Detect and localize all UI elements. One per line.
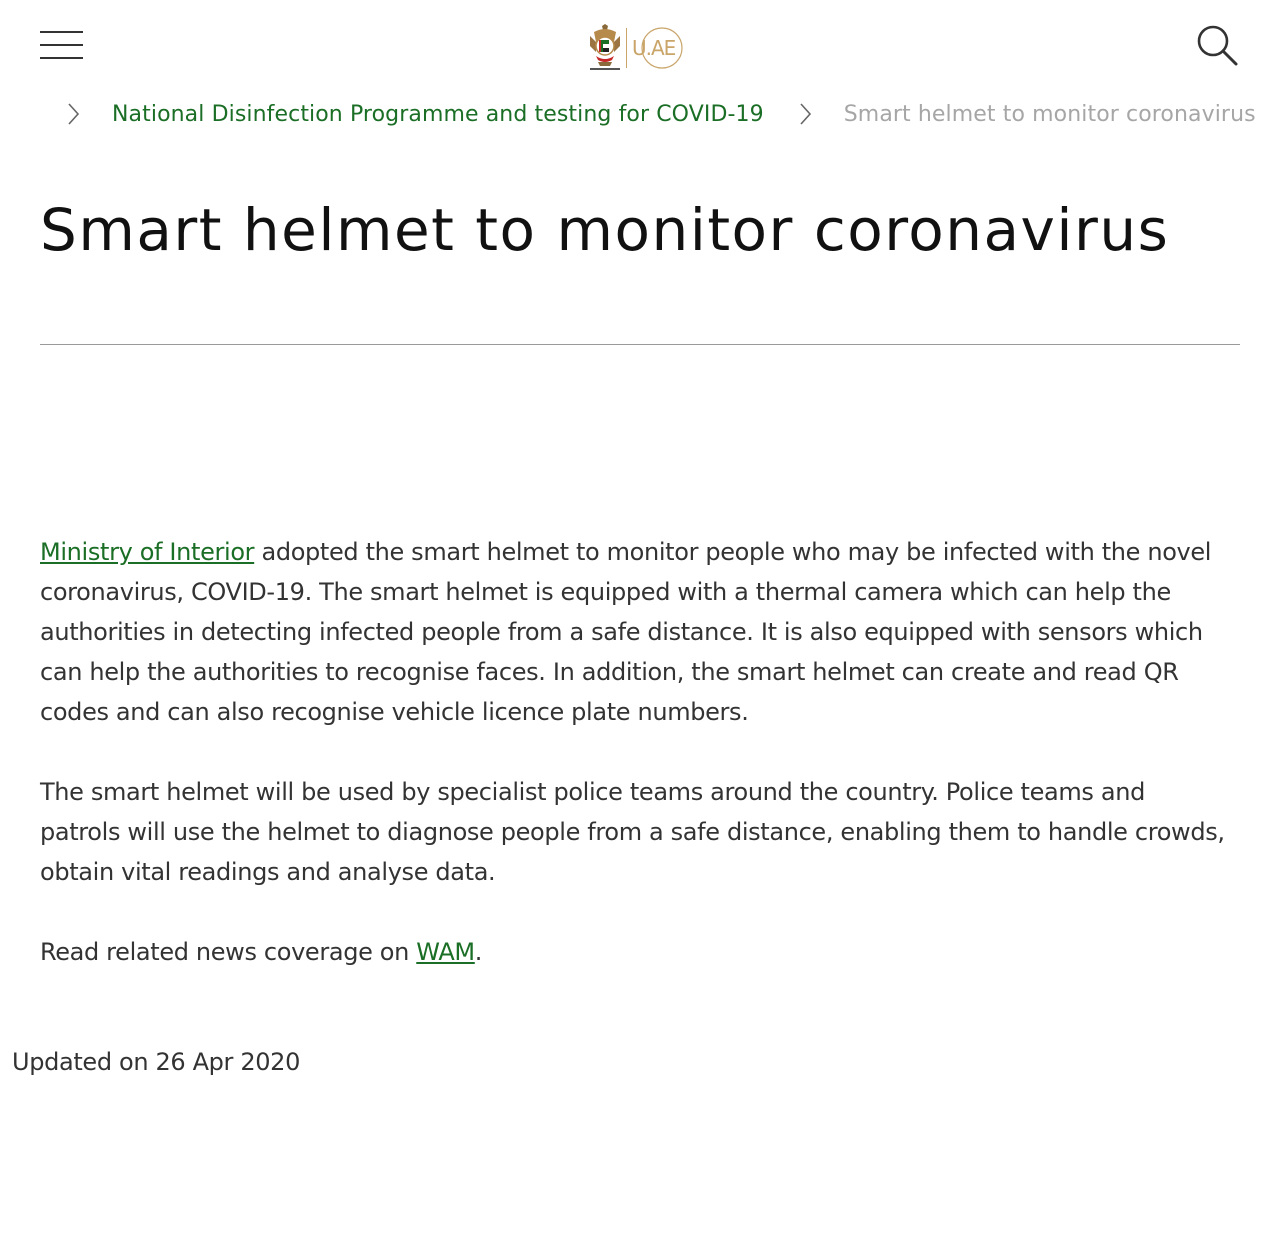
chevron-right-icon bbox=[798, 102, 812, 126]
site-header bbox=[0, 0, 1280, 90]
uae-emblem-logo[interactable] bbox=[586, 22, 696, 74]
hamburger-menu-icon[interactable] bbox=[40, 30, 84, 60]
article-paragraph-2: The smart helmet will be used by specialist police teams around the country. Police teams and patrols will use the helmet to diagnose people from a safe distance, enabling them to handle crowds, obtain vital readings and analyse data. bbox=[40, 778, 1225, 886]
search-icon[interactable] bbox=[1196, 24, 1240, 68]
page-title: Smart helmet to monitor coronavirus bbox=[40, 196, 1170, 264]
article-paragraph-1 bbox=[40, 532, 1230, 732]
breadcrumb-current-page: Smart helmet to monitor coronavirus bbox=[843, 101, 1256, 127]
title-divider bbox=[40, 344, 1240, 345]
breadcrumb-link-national-disinfection[interactable]: National Disinfection Programme and testing for COVID-19 bbox=[112, 101, 764, 127]
ministry-of-interior-link[interactable]: Ministry of Interior bbox=[40, 538, 255, 566]
paragraph-3-suffix: . bbox=[474, 938, 483, 966]
breadcrumb bbox=[66, 96, 1256, 132]
updated-date: Updated on 26 Apr 2020 bbox=[12, 1048, 300, 1076]
wam-link[interactable]: WAM bbox=[416, 938, 475, 966]
falcon-emblem-icon bbox=[590, 24, 620, 70]
paragraph-1-text: adopted the smart helmet to monitor people who may be infected with the novel coronavirus, COVID-19. The smart helmet is equipped with a thermal camera which can help the authorities in detecting infected people from a safe distance. It is also equipped with sensors which can help the authorities to recognise faces. In addition, the smart helmet can create and read QR codes and can also recognise vehicle licence plate numbers. bbox=[40, 538, 1212, 726]
chevron-right-icon bbox=[66, 102, 80, 126]
article-body bbox=[40, 532, 1230, 1012]
article-paragraph-3 bbox=[40, 932, 1230, 972]
paragraph-3-prefix: Read related news coverage on bbox=[40, 938, 417, 966]
svg-text:U.AE: U.AE bbox=[632, 36, 676, 60]
